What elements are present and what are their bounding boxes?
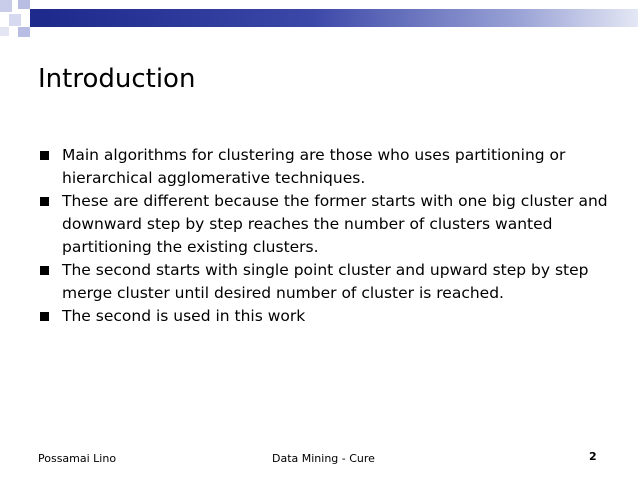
bullet-item [38, 259, 618, 305]
decor-square [30, 9, 45, 27]
bullet-item [38, 305, 618, 328]
footer-course: Data Mining - Cure [272, 452, 375, 465]
bullet-list [38, 144, 618, 328]
bullet-item [38, 190, 618, 259]
decor-square [18, 27, 30, 37]
bullet-text: These are different because the former starts with one big cluster and downward step by step reaches the number of clusters wanted partitioning the existing clusters. [62, 192, 608, 256]
square-bullet-icon [40, 197, 49, 206]
header-decoration [0, 0, 638, 40]
footer-author: Possamai Lino [38, 452, 117, 465]
decor-square [18, 0, 30, 9]
square-bullet-icon [40, 151, 49, 160]
bullet-text: Main algorithms for clustering are those who uses partitioning or hierarchical agglomerative techniques. [62, 146, 566, 187]
page-number: 2 [589, 450, 597, 463]
bullet-text: The second starts with single point cluster and upward step by step merge cluster until desired number of cluster is reached. [62, 261, 589, 302]
square-bullet-icon [40, 266, 49, 275]
slide-title: Introduction [38, 64, 196, 94]
decor-square [0, 27, 9, 36]
decor-square [0, 0, 12, 12]
decor-square [9, 14, 21, 26]
square-bullet-icon [40, 312, 49, 321]
bullet-item [38, 144, 618, 190]
title-bar [45, 9, 638, 27]
bullet-text: The second is used in this work [62, 307, 306, 325]
